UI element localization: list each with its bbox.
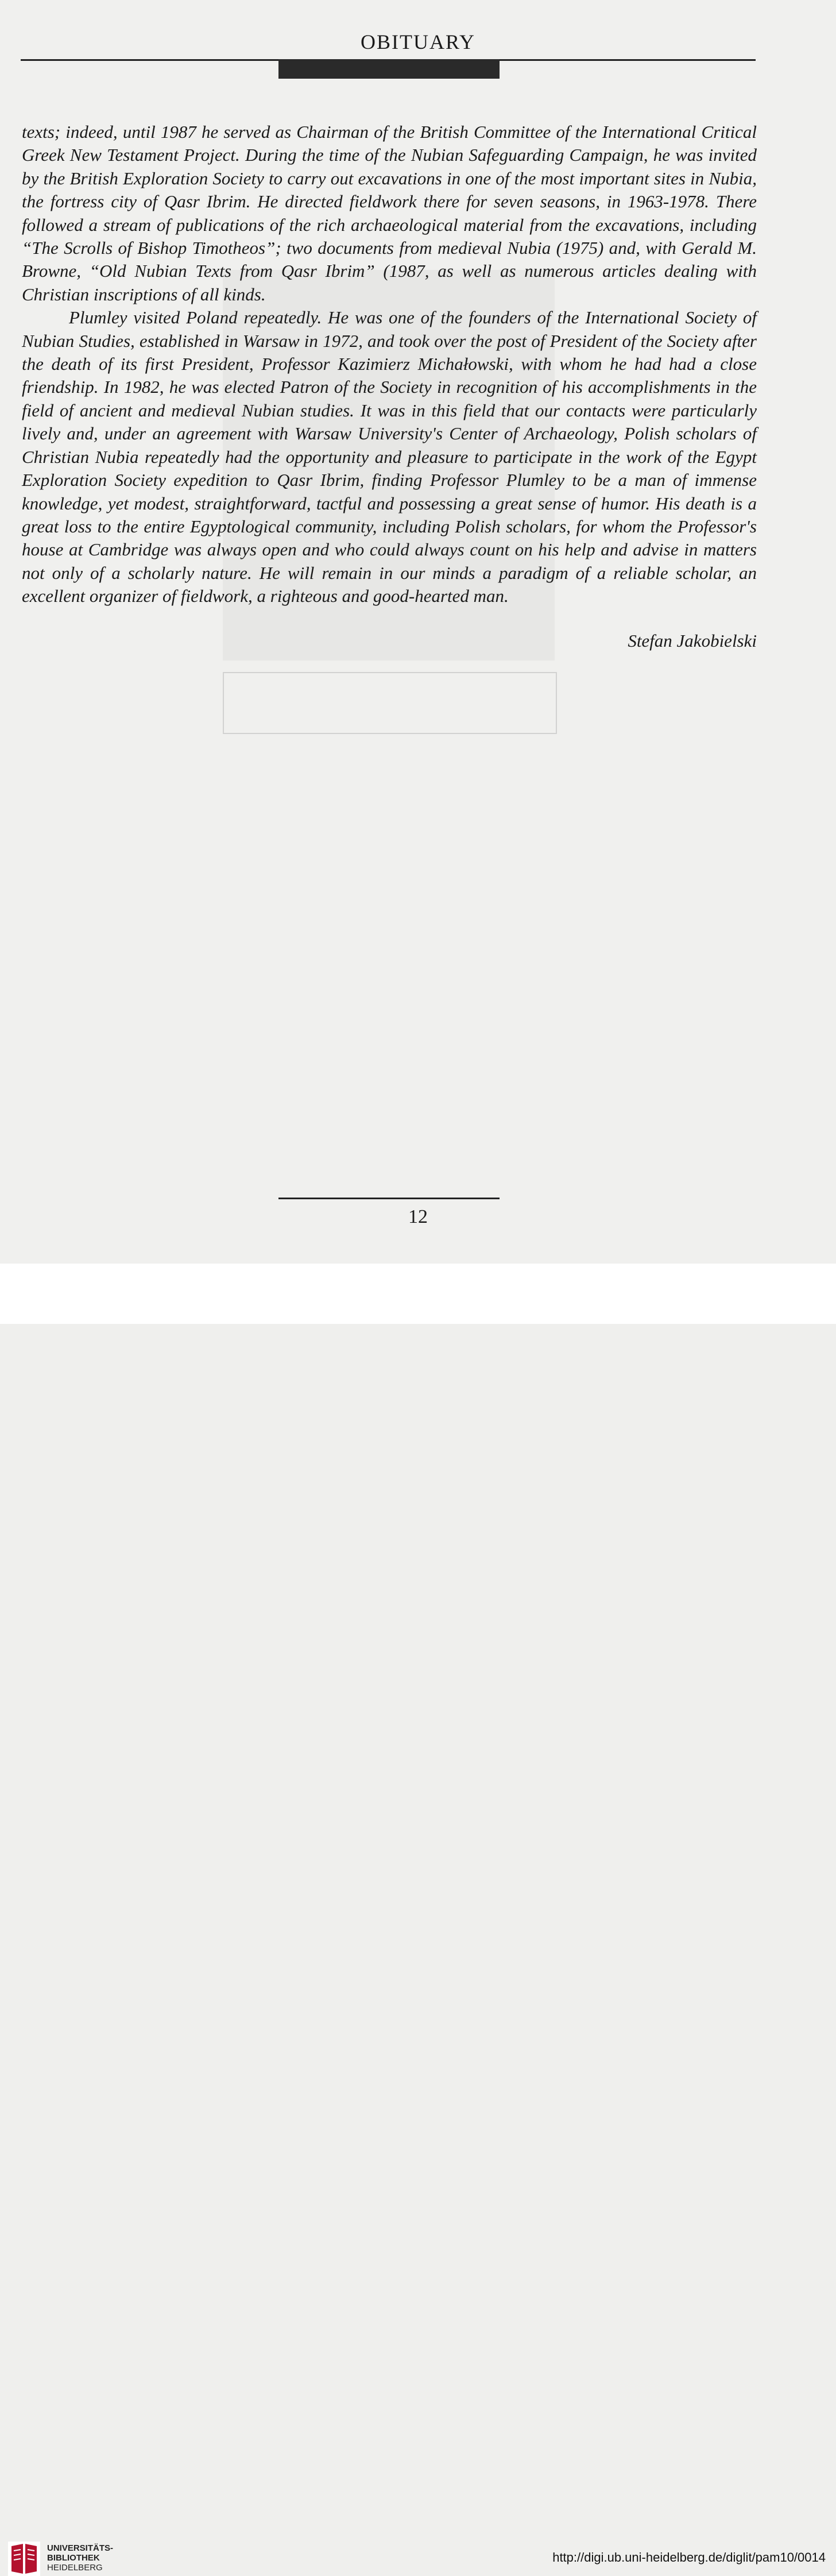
library-line-3: HEIDELBERG [47, 2563, 103, 2573]
source-url-link[interactable]: http://digi.ub.uni-heidelberg.de/diglit/pam10/0014 [552, 2550, 826, 2565]
header-bar [278, 59, 500, 79]
library-line-2: BIBLIOTHEK [47, 2553, 100, 2563]
running-title: OBITUARY [360, 30, 475, 53]
footer-rule [278, 1198, 500, 1199]
paragraph-1: texts; indeed, until 1987 he served as Chairman of the British Committee of the International Critical Greek New Testament Project. During the time of the Nubian Safeguarding Campaign, he was invited by the British Exploration Society to carry out excavations in one of the most important sites in Nubia, the fortress city of Qasr Ibrim. He directed fieldwork there for seven seasons, in 1963-1978. There followed a stream of publications of the rich archaeological material from the excavations, including “The Scrolls of Bishop Timotheos”; two documents from medieval Nubia (1975) and, with Gerald M. Browne, “Old Nubian Texts from Qasr Ibrim” (1987, as well as numerous articles dealing with Christian inscriptions of all kinds. [22, 122, 757, 304]
document-page [0, 0, 836, 1264]
viewer-footer [0, 1264, 836, 2573]
paragraph-2: Plumley visited Poland repeatedly. He was one of the founders of the International Society of Nubian Studies, established in Warsaw in 1972, and took over the post of President of the Society after the death of its first President, Professor Kazimierz Michałowski, with whom he had had a close friendship. In 1982, he was elected Patron of the Society in recognition of his accomplishments in the field of ancient and medieval Nubian studies. It was in this field that our contacts were particularly lively and, under an agreement with Warsaw University's Center of Archaeology, Polish scholars of Christian Nubia repeatedly had the opportunity and pleasure to participate in the work of the Egypt Exploration Society expedition to Qasr Ibrim, finding Professor Plumley to be a man of immense knowledge, yet modest, straightforward, tactful and possessing a great sense of humor. His death is a great loss to the entire Egyptological community, including Polish scholars, for whom the Professor's house at Cambridge was always open and who could always count on his help and advise in matters not only of a scholarly nature. He will remain in our minds a paradigm of a reliable scholar, an excellent organizer of fieldwork, a righteous and good-hearted man. [22, 307, 757, 607]
page-number: 12 [408, 1206, 428, 1227]
library-line-1: UNIVERSITÄTS- [47, 2543, 114, 2553]
bleed-through-title [223, 672, 557, 734]
author-signature: Stefan Jakobielski [628, 631, 757, 651]
library-name [47, 2543, 113, 2573]
article-body [22, 121, 757, 608]
university-library-logo-icon [8, 2542, 40, 2576]
